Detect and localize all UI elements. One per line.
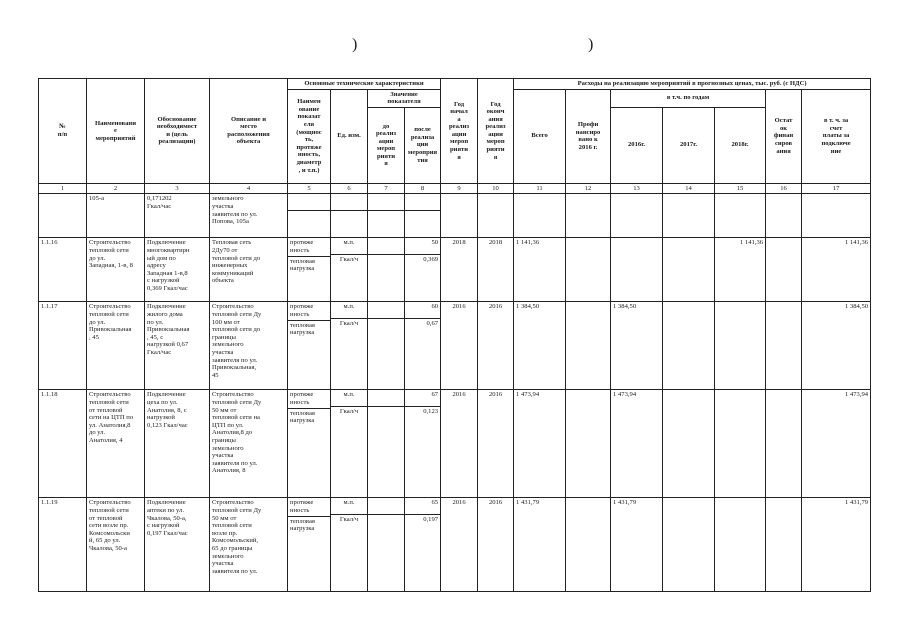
after-load: 0,67 bbox=[405, 318, 440, 335]
col-number: 3 bbox=[145, 183, 210, 194]
unit-load: Гкал/ч bbox=[331, 254, 367, 271]
table-row bbox=[39, 194, 871, 238]
header-by-years: в т.ч. по годам bbox=[611, 89, 766, 107]
table-row bbox=[39, 302, 871, 390]
value-before bbox=[368, 194, 405, 238]
project-description: Тепловая сеть 2Ду70 от тепловой сети до инженерных коммуникаций объекта bbox=[210, 238, 288, 302]
value-after bbox=[405, 498, 441, 592]
indicator-length: протяже нность bbox=[290, 303, 314, 318]
cost-2017 bbox=[663, 390, 715, 498]
indicator-length: протяже нность bbox=[290, 391, 314, 406]
indicator-load: тепловая нагрузка bbox=[288, 516, 330, 534]
col-number: 5 bbox=[288, 183, 331, 194]
year-start bbox=[441, 194, 478, 238]
cost-2016: 1 473,94 bbox=[611, 390, 663, 498]
cost-2016 bbox=[611, 194, 663, 238]
indicator-names bbox=[288, 302, 331, 390]
header-remain: Остат ок финан сиров ания bbox=[766, 89, 802, 183]
before-length bbox=[368, 498, 404, 514]
header-year-start: Год начал а реализ ации мероп рияти я bbox=[441, 79, 478, 184]
col-number: 14 bbox=[663, 183, 715, 194]
header-after: после реализа ции мероприя тия bbox=[405, 107, 441, 183]
indicator-names bbox=[288, 390, 331, 498]
before-load bbox=[368, 210, 404, 227]
unit-load: Гкал/ч bbox=[331, 514, 367, 531]
year-end: 2016 bbox=[478, 302, 514, 390]
indicator-load: тепловая нагрузка bbox=[288, 320, 330, 338]
year-end: 2016 bbox=[478, 390, 514, 498]
indicator-units bbox=[331, 498, 368, 592]
indicator-names bbox=[288, 498, 331, 592]
col-number: 12 bbox=[566, 183, 611, 194]
unit-length: м.п. bbox=[343, 391, 355, 399]
header-2018: 2018г. bbox=[715, 107, 766, 183]
after-length: 60 bbox=[431, 303, 439, 311]
row-number: 1.1.19 bbox=[39, 498, 87, 592]
before-length bbox=[368, 194, 404, 210]
indicator-names bbox=[288, 238, 331, 302]
cost-financed bbox=[566, 390, 611, 498]
project-description: Строительство тепловой сети Ду 50 мм от тепловой сети возле пр. Комсомольский, 65 до границы земельного участка заявителя по ул. bbox=[210, 498, 288, 592]
indicator-load: тепловая нагрузка bbox=[288, 256, 330, 274]
cost-2018 bbox=[715, 194, 766, 238]
value-before bbox=[368, 302, 405, 390]
header-indicator-name: Наимен ование показат еля (мощнос ть, протяже нность, диаметр , и т.п.) bbox=[288, 89, 331, 183]
col-number: 11 bbox=[514, 183, 566, 194]
table-row bbox=[39, 498, 871, 592]
value-after bbox=[405, 390, 441, 498]
cost-total: 1 141,36 bbox=[514, 238, 566, 302]
project-reason: Подключение цеха по ул. Анатолия, 8, с нагрузкой 0,123 Гкал/час bbox=[145, 390, 210, 498]
project-name: Строительство тепловой сети от тепловой сети на ЦТП по ул. Анатолия,8 до ул. Анатолия, 4 bbox=[87, 390, 145, 498]
year-end: 2018 bbox=[478, 238, 514, 302]
value-before bbox=[368, 390, 405, 498]
indicator-load bbox=[288, 210, 330, 227]
cost-2018: 1 141,36 bbox=[715, 238, 766, 302]
indicator-length: протяже нность bbox=[290, 499, 314, 514]
col-number: 17 bbox=[802, 183, 871, 194]
before-load bbox=[368, 514, 404, 531]
value-after bbox=[405, 238, 441, 302]
column-number-row bbox=[39, 183, 871, 194]
after-length: 65 bbox=[431, 499, 439, 507]
after-load: 0,369 bbox=[405, 254, 440, 271]
cost-2017 bbox=[663, 302, 715, 390]
header-cost-group: Расходы на реализацию мероприятий в прогнозных ценах, тыс. руб. (с НДС) bbox=[514, 79, 871, 90]
cost-2016: 1 384,50 bbox=[611, 302, 663, 390]
value-after bbox=[405, 194, 441, 238]
cost-connection-fee: 1 141,36 bbox=[802, 238, 871, 302]
year-end: 2016 bbox=[478, 498, 514, 592]
year-start: 2016 bbox=[441, 498, 478, 592]
cost-remain bbox=[766, 498, 802, 592]
unit-length: м.п. bbox=[343, 303, 355, 311]
value-before bbox=[368, 498, 405, 592]
header-before: до реализ ации мероп рияти я bbox=[368, 107, 405, 183]
header-year-end: Год оконч ания реализ ации мероп рияти я bbox=[478, 79, 514, 184]
row-number: 1.1.16 bbox=[39, 238, 87, 302]
indicator-load: тепловая нагрузка bbox=[288, 408, 330, 426]
cost-total: 1 431,79 bbox=[514, 498, 566, 592]
project-reason: Подключение многоквартирн ый дом по адресу Западная 1-в,8 с нагрузкой 0,369 Гкал/час bbox=[145, 238, 210, 302]
indicator-units bbox=[331, 238, 368, 302]
cost-total bbox=[514, 194, 566, 238]
col-number: 6 bbox=[331, 183, 368, 194]
header-name: Наименовани е мероприятий bbox=[87, 79, 145, 184]
cost-2017 bbox=[663, 238, 715, 302]
cost-financed bbox=[566, 498, 611, 592]
after-length: 67 bbox=[431, 391, 439, 399]
col-number: 8 bbox=[405, 183, 441, 194]
before-load bbox=[368, 406, 404, 423]
project-name: Строительство тепловой сети от тепловой сети возле пр. Комсомольски й, 65 до ул. Чкалова, 50-а bbox=[87, 498, 145, 592]
after-load bbox=[405, 210, 440, 227]
cost-2017 bbox=[663, 498, 715, 592]
project-description: Строительство тепловой сети Ду 50 мм от тепловой сети на ЦТП по ул. Анатолия,8 до границы земельного участка заявителя по ул. Анатолия, 8 bbox=[210, 390, 288, 498]
cost-2018 bbox=[715, 498, 766, 592]
header-financed: Профи нансиро вано к 2016 г. bbox=[566, 89, 611, 183]
header-description: Описание и место расположения объекта bbox=[210, 79, 288, 184]
row-number: 1.1.17 bbox=[39, 302, 87, 390]
project-name: Строительство тепловой сети до ул. Привокзальная , 45 bbox=[87, 302, 145, 390]
table-row bbox=[39, 238, 871, 302]
row-number bbox=[39, 194, 87, 238]
cost-2018 bbox=[715, 390, 766, 498]
value-before bbox=[368, 238, 405, 302]
project-reason: Подключение аптеки по ул. Чкалова, 50-а, с нагрузкой 0,197 Гкал/час bbox=[145, 498, 210, 592]
project-name: 105-а bbox=[87, 194, 145, 238]
value-after bbox=[405, 302, 441, 390]
col-number: 4 bbox=[210, 183, 288, 194]
header-reason: Обоснование необходимост и (цель реализации) bbox=[145, 79, 210, 184]
year-start: 2018 bbox=[441, 238, 478, 302]
col-number: 9 bbox=[441, 183, 478, 194]
header-unit: Ед. изм. bbox=[331, 89, 368, 183]
table-row bbox=[39, 390, 871, 498]
cost-connection-fee: 1 473,94 bbox=[802, 390, 871, 498]
indicator-length bbox=[288, 194, 330, 210]
project-reason: 0,171202 Гкал/час bbox=[145, 194, 210, 238]
scan-mark-right: ) bbox=[588, 36, 594, 53]
cost-2018 bbox=[715, 302, 766, 390]
unit-load: Гкал/ч bbox=[331, 318, 367, 335]
before-length bbox=[368, 390, 404, 406]
header-2016: 2016г. bbox=[611, 107, 663, 183]
header-tech-group: Основные технические характеристики bbox=[288, 79, 441, 90]
col-number: 13 bbox=[611, 183, 663, 194]
col-number: 15 bbox=[715, 183, 766, 194]
project-description: земельного участка заявителя по ул. Попова, 105а bbox=[210, 194, 288, 238]
cost-remain bbox=[766, 390, 802, 498]
cost-connection-fee bbox=[802, 194, 871, 238]
cost-connection-fee: 1 384,50 bbox=[802, 302, 871, 390]
cost-financed bbox=[566, 238, 611, 302]
unit-length: м.п. bbox=[343, 239, 355, 247]
cost-remain bbox=[766, 238, 802, 302]
before-length bbox=[368, 238, 404, 254]
project-reason: Подключение жилого дома по ул. Привокзальная , 45, с нагрузкой 0,67 Гкал/час bbox=[145, 302, 210, 390]
indicator-units bbox=[331, 302, 368, 390]
header-incl-fee: в т. ч. за счет платы за подключе ние bbox=[802, 89, 871, 183]
header-total: Всего bbox=[514, 89, 566, 183]
project-name: Строительство тепловой сети до ул. Западная, 1-в, 8 bbox=[87, 238, 145, 302]
col-number: 10 bbox=[478, 183, 514, 194]
project-description: Строительство тепловой сети Ду 100 мм от тепловой сети до границы земельного участка заявителя по ул. Привокзальная, 45 bbox=[210, 302, 288, 390]
cost-2016 bbox=[611, 238, 663, 302]
indicator-units bbox=[331, 390, 368, 498]
scan-mark-left: ) bbox=[352, 36, 358, 53]
after-length bbox=[405, 194, 440, 210]
row-number: 1.1.18 bbox=[39, 390, 87, 498]
cost-remain bbox=[766, 302, 802, 390]
cost-connection-fee: 1 431,79 bbox=[802, 498, 871, 592]
investment-program-table bbox=[38, 78, 871, 592]
year-start: 2016 bbox=[441, 390, 478, 498]
unit-length: м.п. bbox=[343, 499, 355, 507]
before-length bbox=[368, 302, 404, 318]
indicator-names bbox=[288, 194, 331, 238]
cost-remain bbox=[766, 194, 802, 238]
col-number: 16 bbox=[766, 183, 802, 194]
after-length: 50 bbox=[431, 239, 439, 247]
unit-load bbox=[331, 210, 367, 227]
header-value-group: Значение показателя bbox=[368, 89, 441, 107]
cost-2016: 1 431,79 bbox=[611, 498, 663, 592]
before-load bbox=[368, 318, 404, 335]
col-number: 1 bbox=[39, 183, 87, 194]
col-number: 7 bbox=[368, 183, 405, 194]
cost-financed bbox=[566, 194, 611, 238]
col-number: 2 bbox=[87, 183, 145, 194]
header-2017: 2017г. bbox=[663, 107, 715, 183]
header-no: № п/п bbox=[39, 79, 87, 184]
unit-length bbox=[331, 194, 367, 210]
cost-total: 1 384,50 bbox=[514, 302, 566, 390]
cost-total: 1 473,94 bbox=[514, 390, 566, 498]
cost-2017 bbox=[663, 194, 715, 238]
after-load: 0,123 bbox=[405, 406, 440, 423]
year-end bbox=[478, 194, 514, 238]
year-start: 2016 bbox=[441, 302, 478, 390]
after-load: 0,197 bbox=[405, 514, 440, 531]
unit-load: Гкал/ч bbox=[331, 406, 367, 423]
indicator-length: протяже нность bbox=[290, 239, 314, 254]
cost-financed bbox=[566, 302, 611, 390]
before-load bbox=[368, 254, 404, 271]
indicator-units bbox=[331, 194, 368, 238]
